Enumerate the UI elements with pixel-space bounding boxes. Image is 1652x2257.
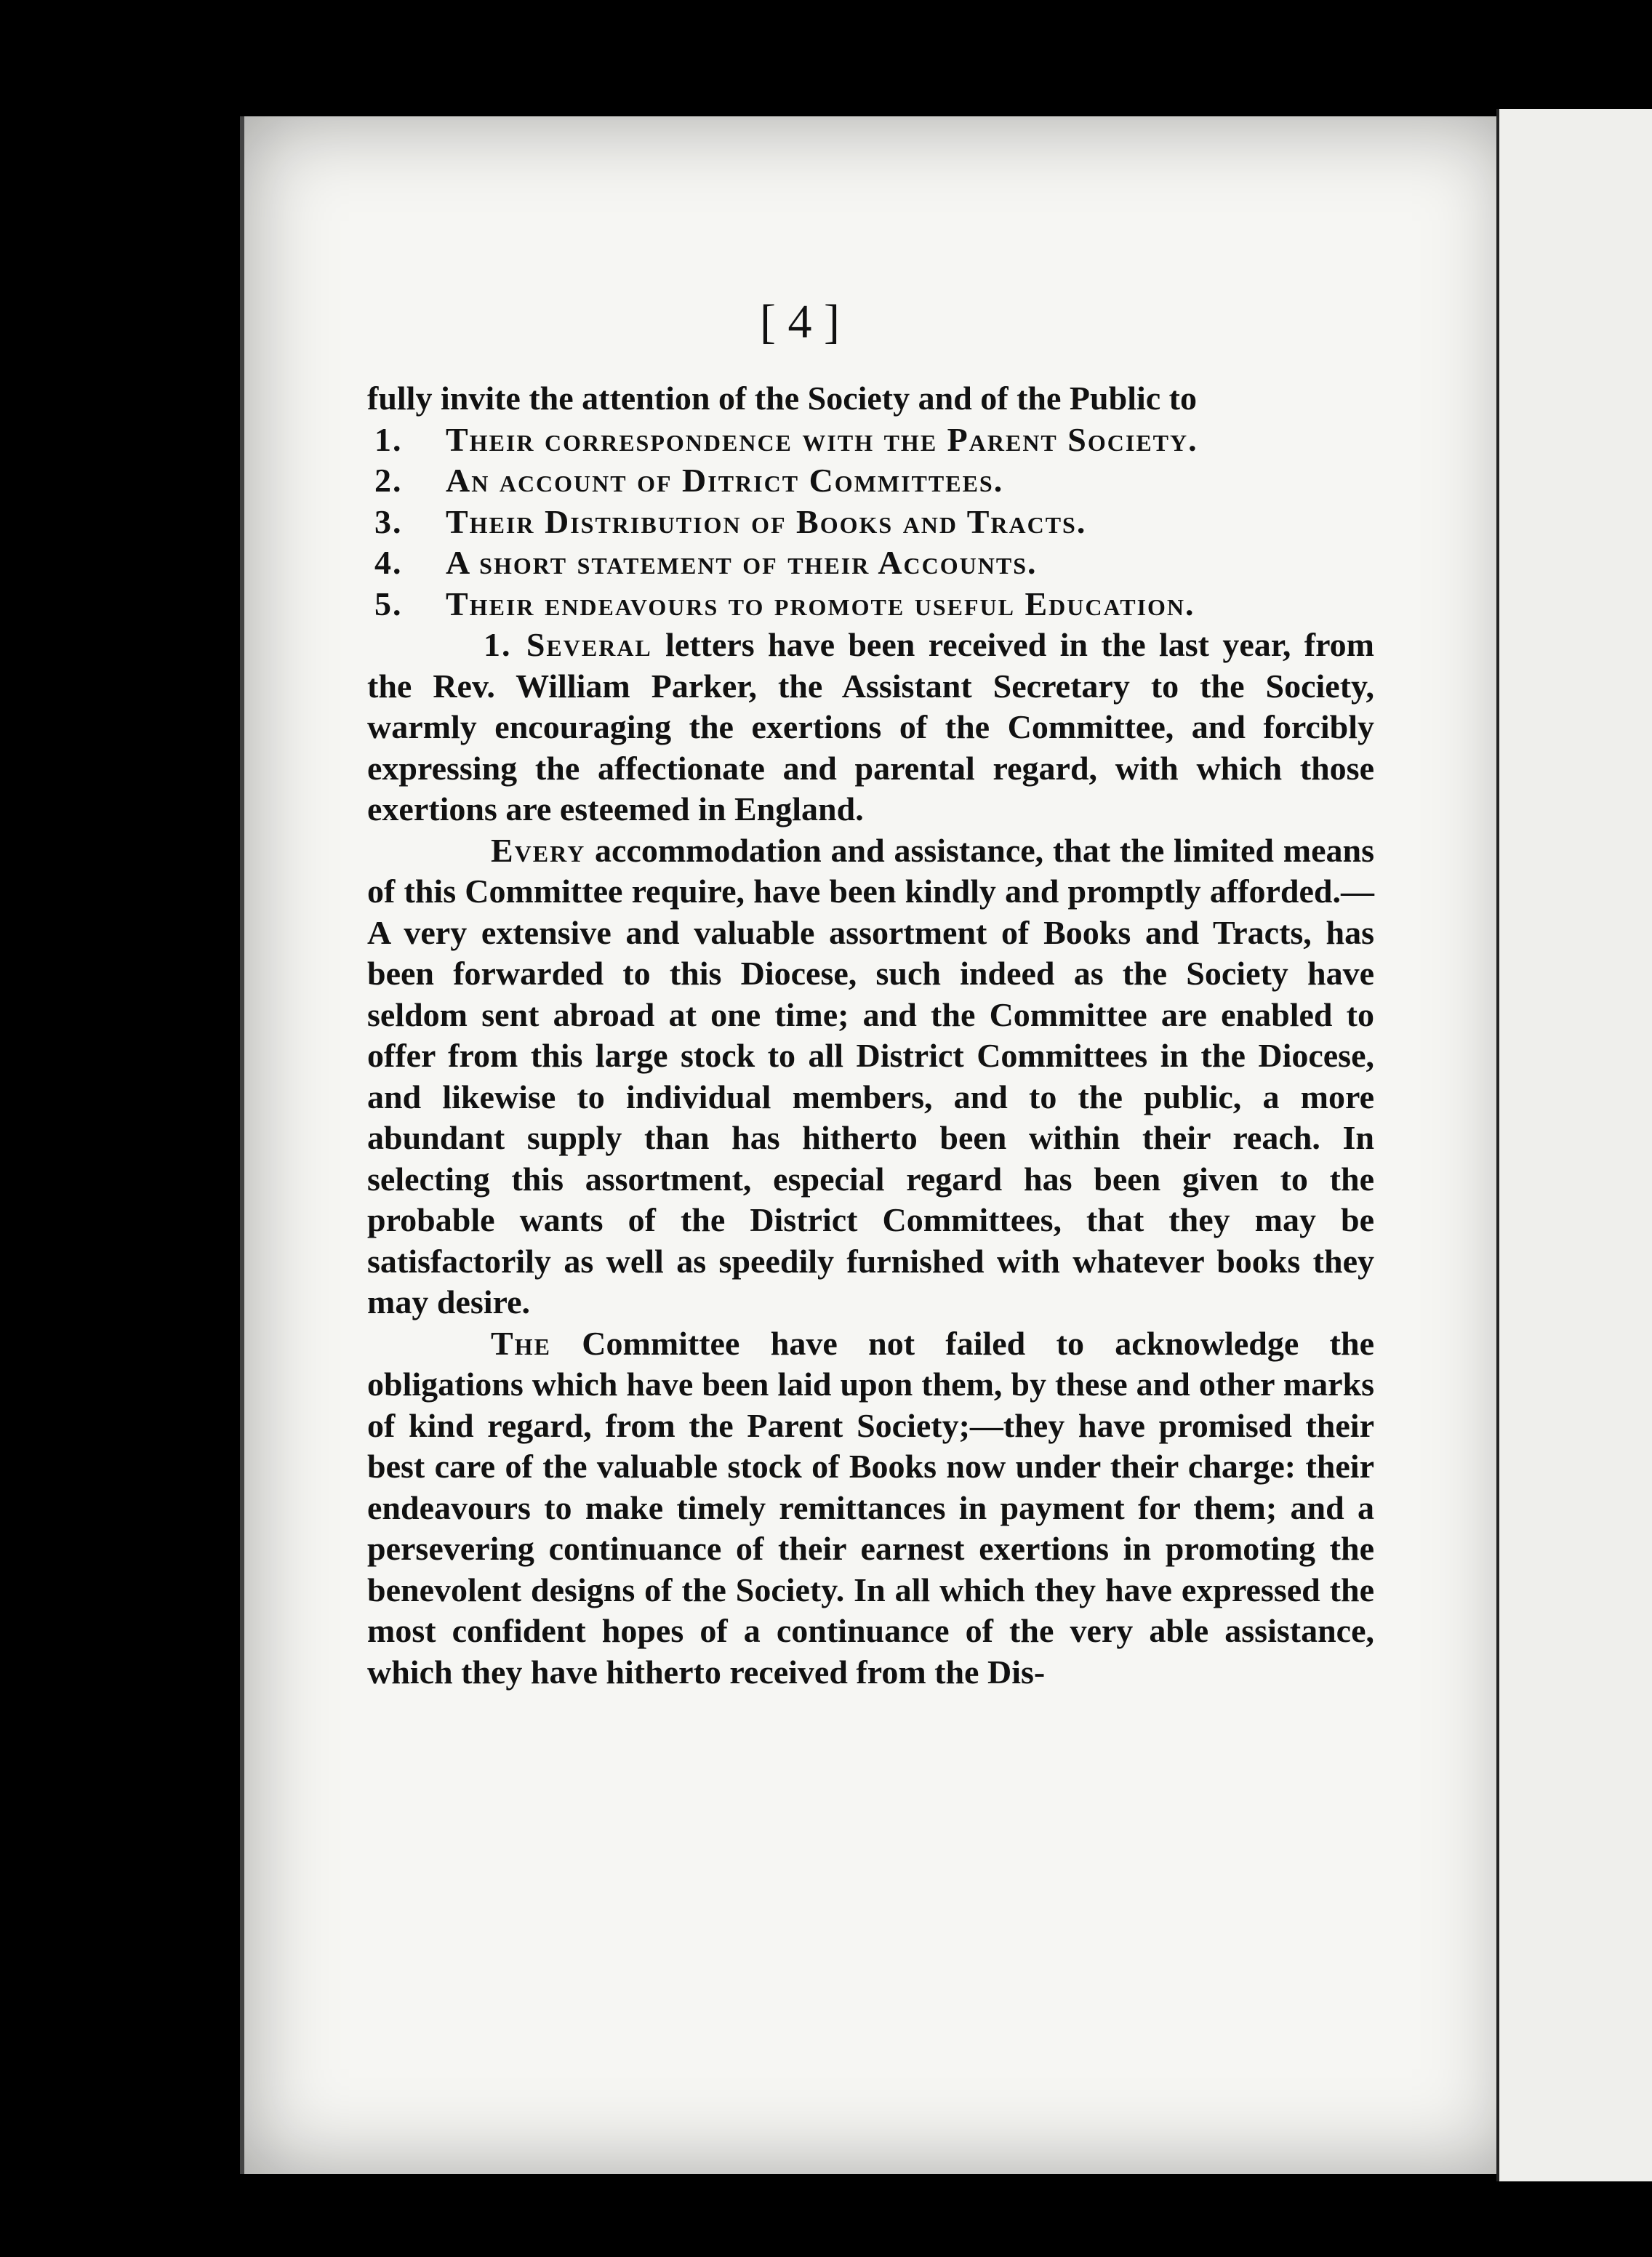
list-item: 2. An account of Ditrict Committees. — [374, 462, 1004, 499]
page-body — [367, 378, 1374, 1693]
list-item: 5. Their endeavours to promote useful Education. — [374, 585, 1195, 622]
list-item: 4. A short statement of their Accounts. — [374, 544, 1038, 581]
intro-line: fully invite the attention of the Society and of the Public to — [367, 380, 1197, 417]
page-number: [ 4 ] — [760, 295, 840, 348]
topic-list — [367, 420, 1374, 625]
paragraph-obligations: The Committee have not failed to acknowledge the obligations which have been laid upon them, by these and other marks of kind regard, from the Parent Society;—they have promised their best care of the valuable stock of Books now under their charge: their endeavours to make timely remittances in payment for them; and a persevering continuance of their earnest exertions in promoting the benevolent designs of the Society. In all which they have expressed the most confident hopes of a continuance of the very able assistance, which they have hitherto received from the Dis- — [367, 1324, 1374, 1691]
facing-page-edge — [1498, 109, 1652, 2181]
page-fold — [1496, 109, 1499, 2181]
list-item: 1. Their correspondence with the Parent Society. — [374, 420, 1198, 458]
paragraph-assistance: Every accommodation and assistance, that the limited means of this Committee require, have been kindly and promptly afforded.—A very extensive and valuable assortment of Books and Tracts, has been forwarded to this Diocese, such indeed as the Society have seldom sent abroad at one time; and the Committee are enabled to offer from this large stock to all District Committees in the Diocese, and likewise to individual members, and to the public, a more abundant supply than has hitherto been within their reach. In selecting this assortment, especial regard has been given to the probable wants of the District Committees, that they may be satisfactorily as well as speedily furnished with whatever books they may desire. — [367, 831, 1374, 1320]
list-item: 3. Their Distribution of Books and Tracts. — [374, 502, 1087, 540]
paragraph-correspondence: 1. Several letters have been received in the last year, from the Rev. William Parker, the Assistant Secretary to the Society, warmly encouraging the exertions of the Committee, and forcibly expressing the affectionate and parental regard, with which those exertions are esteemed in England. — [367, 626, 1374, 827]
